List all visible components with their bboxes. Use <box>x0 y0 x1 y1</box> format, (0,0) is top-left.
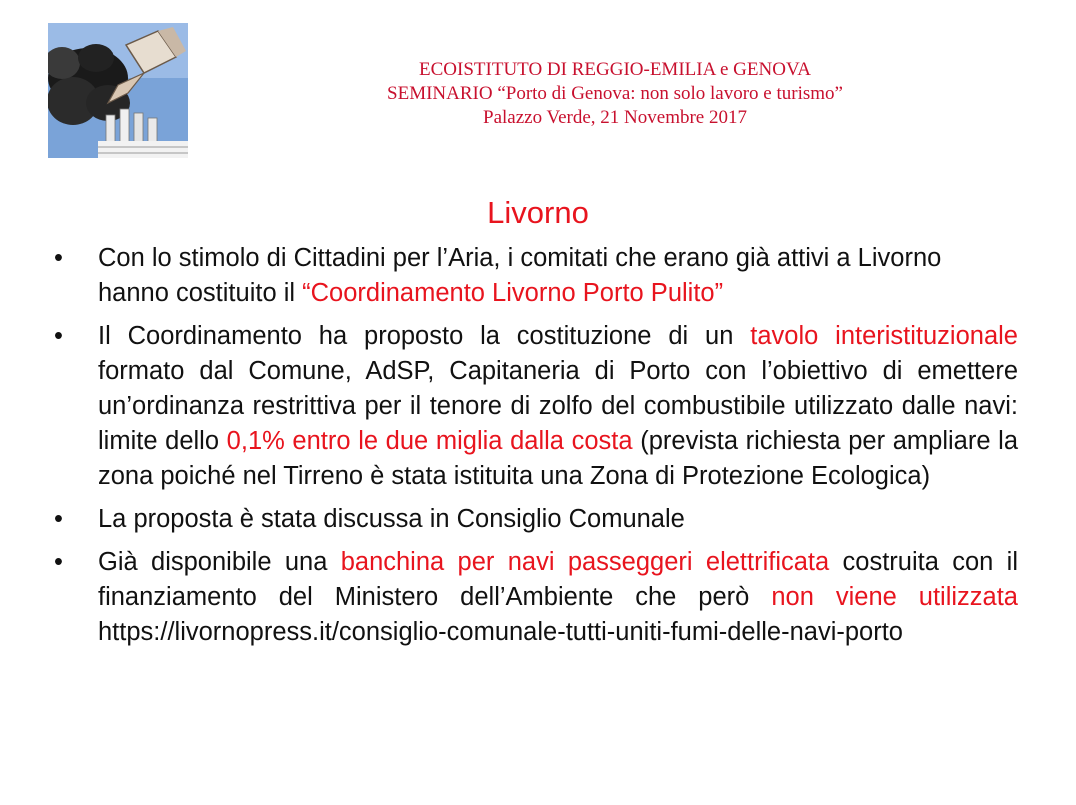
bullet-highlight: banchina per navi passeggeri elettrificata <box>340 548 830 576</box>
seminar-header <box>300 58 930 130</box>
bullet-text: La proposta è stata discussa in Consiglio Comunale <box>98 505 685 533</box>
header-organization: ECOISTITUTO DI REGGIO-EMILIA e GENOVA <box>419 59 811 80</box>
bullet-dot: • <box>54 548 63 576</box>
bullet-item <box>50 241 1018 311</box>
bullet-dot: • <box>54 322 63 350</box>
bullet-highlight: tavolo interistituzionale <box>750 322 1018 350</box>
bullet-text: (prevista richiesta per ampliare la zona poiché nel Tirreno è stata istituita una Zona di Protezione Ecologica) <box>98 427 1018 490</box>
bullet-text: Con lo stimolo di Cittadini per l’Aria, i comitati che erano già attivi a Livorno hanno costituito il <box>98 244 942 307</box>
slide-title: Livorno <box>487 195 589 230</box>
source-url: https://livornopress.it/consiglio-comunale-tutti-uniti-fumi-delle-navi-porto <box>98 618 903 646</box>
bullet-text: costruita con il finanziamento del Ministero dell’Ambiente che però <box>98 548 1018 611</box>
bullet-highlight: 0,1% entro le due miglia dalla costa <box>226 427 633 455</box>
bullet-text: Il Coordinamento ha proposto la costituzione di un <box>98 322 751 350</box>
bullet-highlight: “Coordinamento Livorno Porto Pulito” <box>302 279 724 307</box>
bullet-item <box>50 502 1018 537</box>
ship-smokestack-image <box>48 23 188 158</box>
bullet-text: Già disponibile una <box>98 548 341 576</box>
bullet-dot: • <box>54 505 63 533</box>
header-seminar-title: SEMINARIO “Porto di Genova: non solo lavoro e turismo” <box>387 83 843 104</box>
header-venue-date: Palazzo Verde, 21 Novembre 2017 <box>483 107 747 128</box>
bullet-dot: • <box>54 244 63 272</box>
bullet-text: formato dal Comune, AdSP, Capitaneria di Porto con l’obiettivo di emettere un’ordinanza restrittiva per il tenore di zolfo del combustibile utilizzato dalle navi: limite dello <box>98 357 1018 455</box>
bullet-item <box>50 545 1018 650</box>
bullet-item <box>50 319 1018 494</box>
bullet-list <box>50 241 1018 658</box>
bullet-highlight: non viene utilizzata <box>771 583 1018 611</box>
